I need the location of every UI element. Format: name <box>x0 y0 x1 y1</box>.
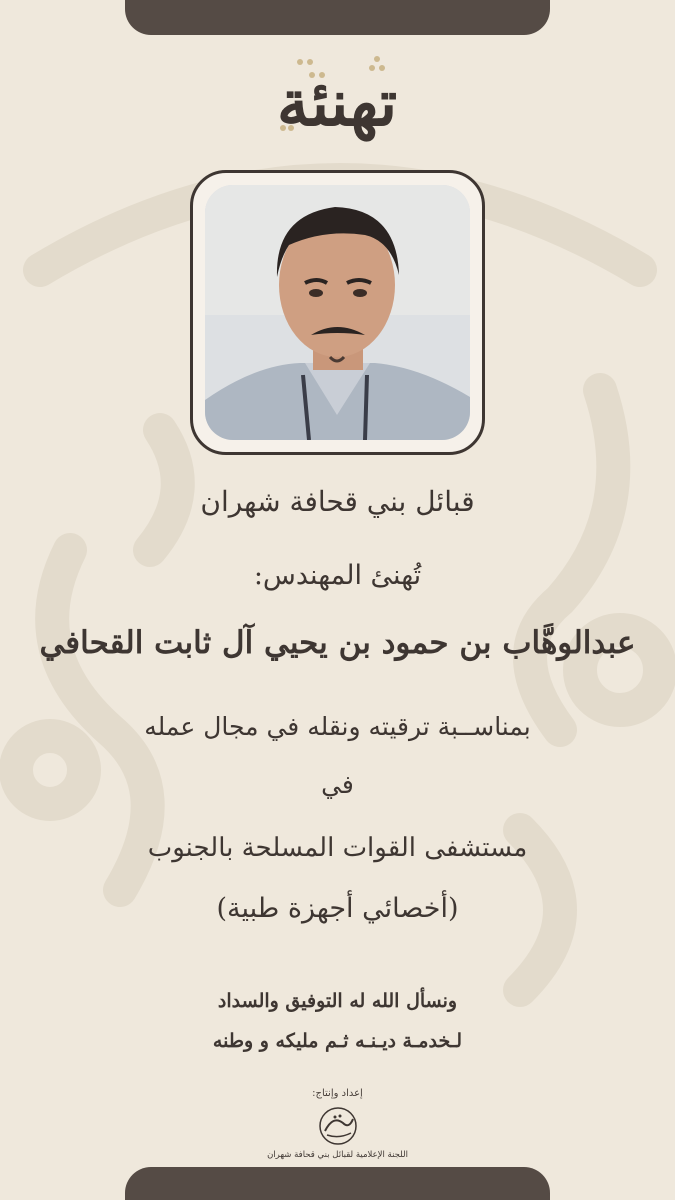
portrait-frame <box>190 170 485 455</box>
congrats-engineer: تُهنئ المهندس: <box>253 560 422 591</box>
in-word: في <box>321 770 354 799</box>
headline-text: تهنئة <box>276 66 398 141</box>
tribes-title: قبائل بني قحافة شهران <box>200 485 475 518</box>
committee-logo-icon <box>313 1105 363 1147</box>
headline-calligraphy <box>0 30 675 150</box>
prayer-line-2: لـخدمـة ديـنـه ثـم مليكه و وطنه <box>212 1030 463 1052</box>
committee-name: اللجنة الإعلامية لقبائل بني قحافة شهران <box>267 1150 408 1160</box>
bottom-decorative-band <box>0 1167 675 1200</box>
hospital-name: مستشفى القوات المسلحة بالجنوب <box>147 833 528 863</box>
portrait-photo <box>205 185 470 440</box>
credit-label: إعداد وإنتاج: <box>312 1088 363 1099</box>
prayer-line-1: ونسأل الله له التوفيق والسداد <box>217 990 458 1012</box>
bottom-tab-shape <box>125 1167 550 1200</box>
job-role: (أخصائي أجهزة طبية) <box>216 893 459 924</box>
honoree-name: عبدالوهَّاب بن حمود بن يحيي آل ثابت القحافي <box>39 625 636 661</box>
occasion-text: بمناســبة ترقيته ونقله في مجال عمله <box>144 712 531 741</box>
